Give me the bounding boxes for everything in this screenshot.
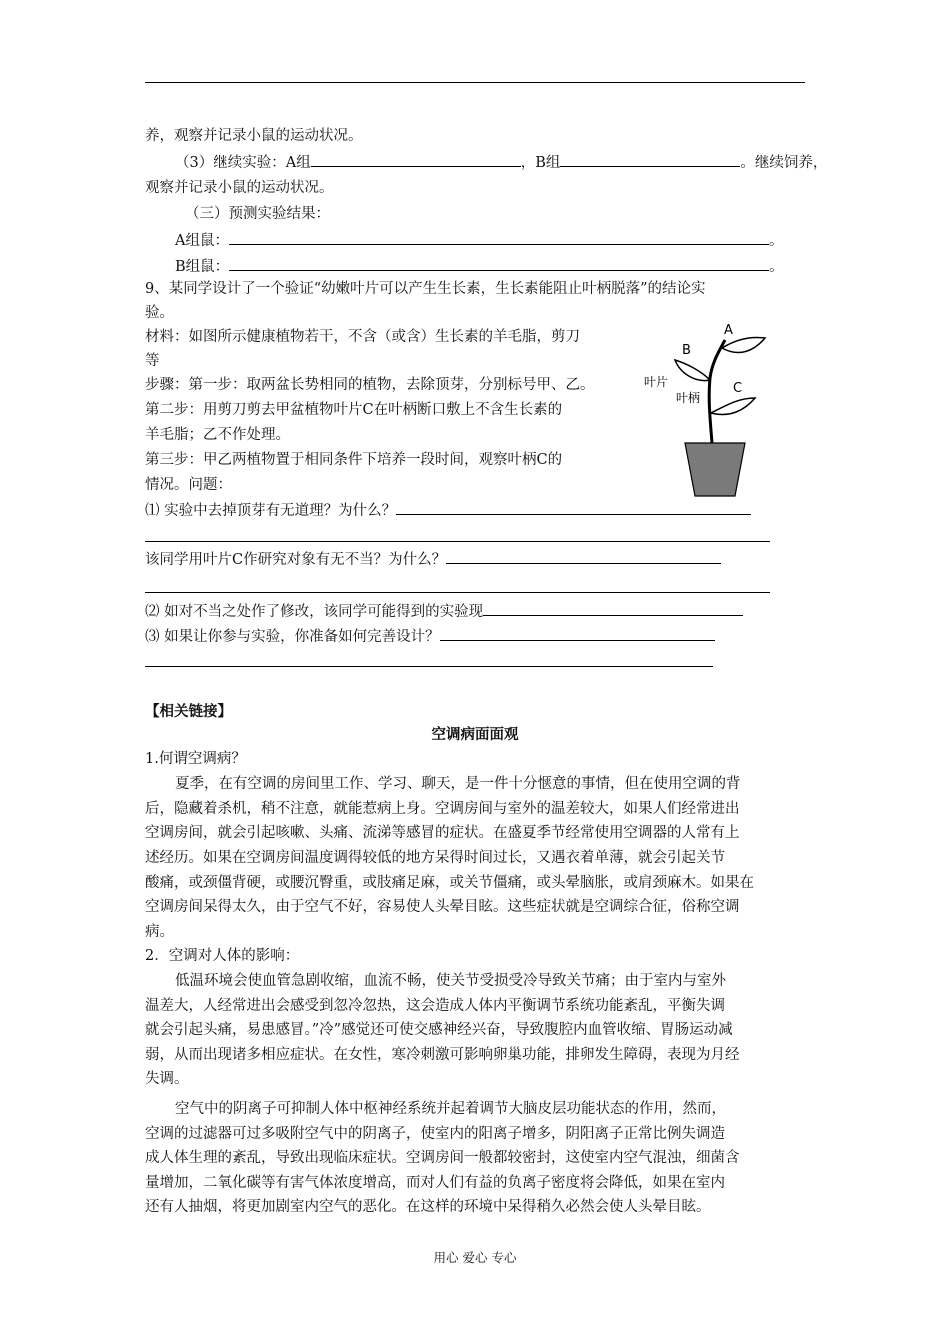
question-1b: 该同学用叶片C作研究对象有无不当？为什么？ <box>145 549 721 570</box>
text-line: 情况。问题： <box>145 477 232 493</box>
paragraph-line: 空调房间，就会引起咳嗽、头痛、流涕等感冒的症状。在盛夏季节经常使用空调器的人常有上 <box>145 825 740 841</box>
text-line: 观察并记录小鼠的运动状况。 <box>145 180 334 196</box>
paragraph-line: 空调房间呆得太久，由于空气不好，容易使人头晕目眩。这些症状就是空调综合征，俗称空调 <box>145 899 740 915</box>
question-1: ⑴ 实验中去掉顶芽有无道理？为什么？ <box>145 500 751 521</box>
paragraph-line: 酸痛，或颈僵背硬，或腰沉臀重，或肢痛足麻，或关节僵痛，或头晕脑胀，或肩颈麻木。如果在 <box>145 875 754 891</box>
leaf-a <box>722 337 765 352</box>
flower-pot <box>685 443 745 496</box>
text-line: （3）继续实验：A组 ，B组 。继续饲养， <box>175 152 827 173</box>
header-rule <box>145 82 805 83</box>
text-line: 养，观察并记录小鼠的运动状况。 <box>145 128 363 144</box>
paragraph-line: 低温环境会使血管急剧收缩，血流不畅，使关节受损受冷导致关节痛；由于室内与室外 <box>175 973 726 989</box>
answer-blank[interactable] <box>440 626 715 641</box>
paragraph-line: 夏季，在有空调的房间里工作、学习、聊天，是一件十分惬意的事情，但在使用空调的背 <box>175 776 741 792</box>
answer-line[interactable] <box>145 592 770 593</box>
text-line: 第三步：甲乙两植物置于相同条件下培养一段时间，观察叶柄C的 <box>145 452 563 468</box>
question-3: ⑶ 如果让你参与实验，你准备如何完善设计？ <box>145 626 715 647</box>
text-line: 验。 <box>145 305 174 321</box>
paragraph-line: 空气中的阴离子可抑制人体中枢神经系统并起着调节大脑皮层功能状态的作用，然而， <box>175 1101 726 1117</box>
text-line: 等 <box>145 353 160 369</box>
paragraph-line: 述经历。如果在空调房间温度调得较低的地方呆得时间过长，又遇衣着单薄，就会引起关节 <box>145 850 725 866</box>
paragraph-line: 弱，从而出现诸多相应症状。在女性，寒冷刺激可影响卵巢功能，排卵发生障碍，表现为月经 <box>145 1047 740 1063</box>
answer-blank-a[interactable] <box>311 152 521 167</box>
paragraph-line: 成人体生理的紊乱，导致出现临床症状。空调房间一般都较密封，这使室内空气混浊，细菌含 <box>145 1150 740 1166</box>
plant-stem <box>709 340 725 443</box>
label-c: C <box>733 381 743 396</box>
answer-blank-b[interactable] <box>560 152 740 167</box>
paragraph-line: 量增加，二氧化碳等有害气体浓度增高，而对人们有益的负离子密度将会降低，如果在室内 <box>145 1175 725 1191</box>
page-footer: 用心 爱心 专心 <box>433 1250 517 1265</box>
text-line: （三）预测实验结果： <box>185 206 330 222</box>
answer-line[interactable] <box>145 666 713 667</box>
answer-blank[interactable] <box>483 601 743 616</box>
answer-blank-a-result[interactable] <box>229 230 769 245</box>
paragraph-line: 温差大，人经常进出会感受到忽冷忽热，这会造成人体内平衡调节系统功能紊乱，平衡失调 <box>145 998 725 1014</box>
plant-diagram <box>640 318 790 503</box>
article-title: 空调病面面观 <box>431 727 519 743</box>
text-line: B组鼠： 。 <box>175 256 784 277</box>
section-heading: 【相关链接】 <box>145 704 232 720</box>
answer-blank[interactable] <box>446 549 721 564</box>
label-petiole: 叶柄 <box>676 391 701 405</box>
text-line: A组鼠： 。 <box>175 230 783 251</box>
leaf-b <box>675 360 710 381</box>
paragraph-line: 空调的过滤器可过多吸附空气中的阴离子，使室内的阳离子增多，阴阳离子正常比例失调造 <box>145 1126 725 1142</box>
question-9: 9、某同学设计了一个验证“幼嫩叶片可以产生生长素，生长素能阻止叶柄脱落”的结论实 <box>145 281 706 297</box>
text-line: 步骤：第一步：取两盆长势相同的植物，去除顶芽，分别标号甲、乙。 <box>145 377 595 393</box>
paragraph-line: 失调。 <box>145 1071 189 1087</box>
subheading-1: 1.何谓空调病？ <box>145 751 246 767</box>
paragraph-line: 病。 <box>145 924 174 940</box>
leaf-c <box>711 398 755 415</box>
answer-line[interactable] <box>145 541 770 542</box>
paragraph-line: 后，隐藏着杀机，稍不注意，就能惹病上身。空调房间与室外的温差较大，如果人们经常进出 <box>145 801 740 817</box>
label-a: A <box>724 323 733 338</box>
question-2: ⑵ 如对不当之处作了修改，该同学可能得到的实验现 <box>145 601 743 622</box>
answer-blank-b-result[interactable] <box>229 256 769 271</box>
subheading-2: 2．空调对人体的影响： <box>145 948 300 964</box>
label-b: B <box>682 343 691 358</box>
paragraph-line: 就会引起头痛，易患感冒。”冷”感觉还可使交感神经兴奋，导致腹腔内血管收缩、胃肠运动减 <box>145 1022 733 1038</box>
text-line: 材料：如图所示健康植物若干，不含（或含）生长素的羊毛脂，剪刀 <box>145 329 580 345</box>
text-line: 羊毛脂；乙不作处理。 <box>145 427 290 443</box>
text-line: 第二步：用剪刀剪去甲盆植物叶片C在叶柄断口敷上不含生长素的 <box>145 402 563 418</box>
paragraph-line: 还有人抽烟，将更加剧室内空气的恶化。在这样的环境中呆得稍久必然会使人头晕目眩。 <box>145 1199 711 1215</box>
label-leaf: 叶片 <box>644 375 669 389</box>
